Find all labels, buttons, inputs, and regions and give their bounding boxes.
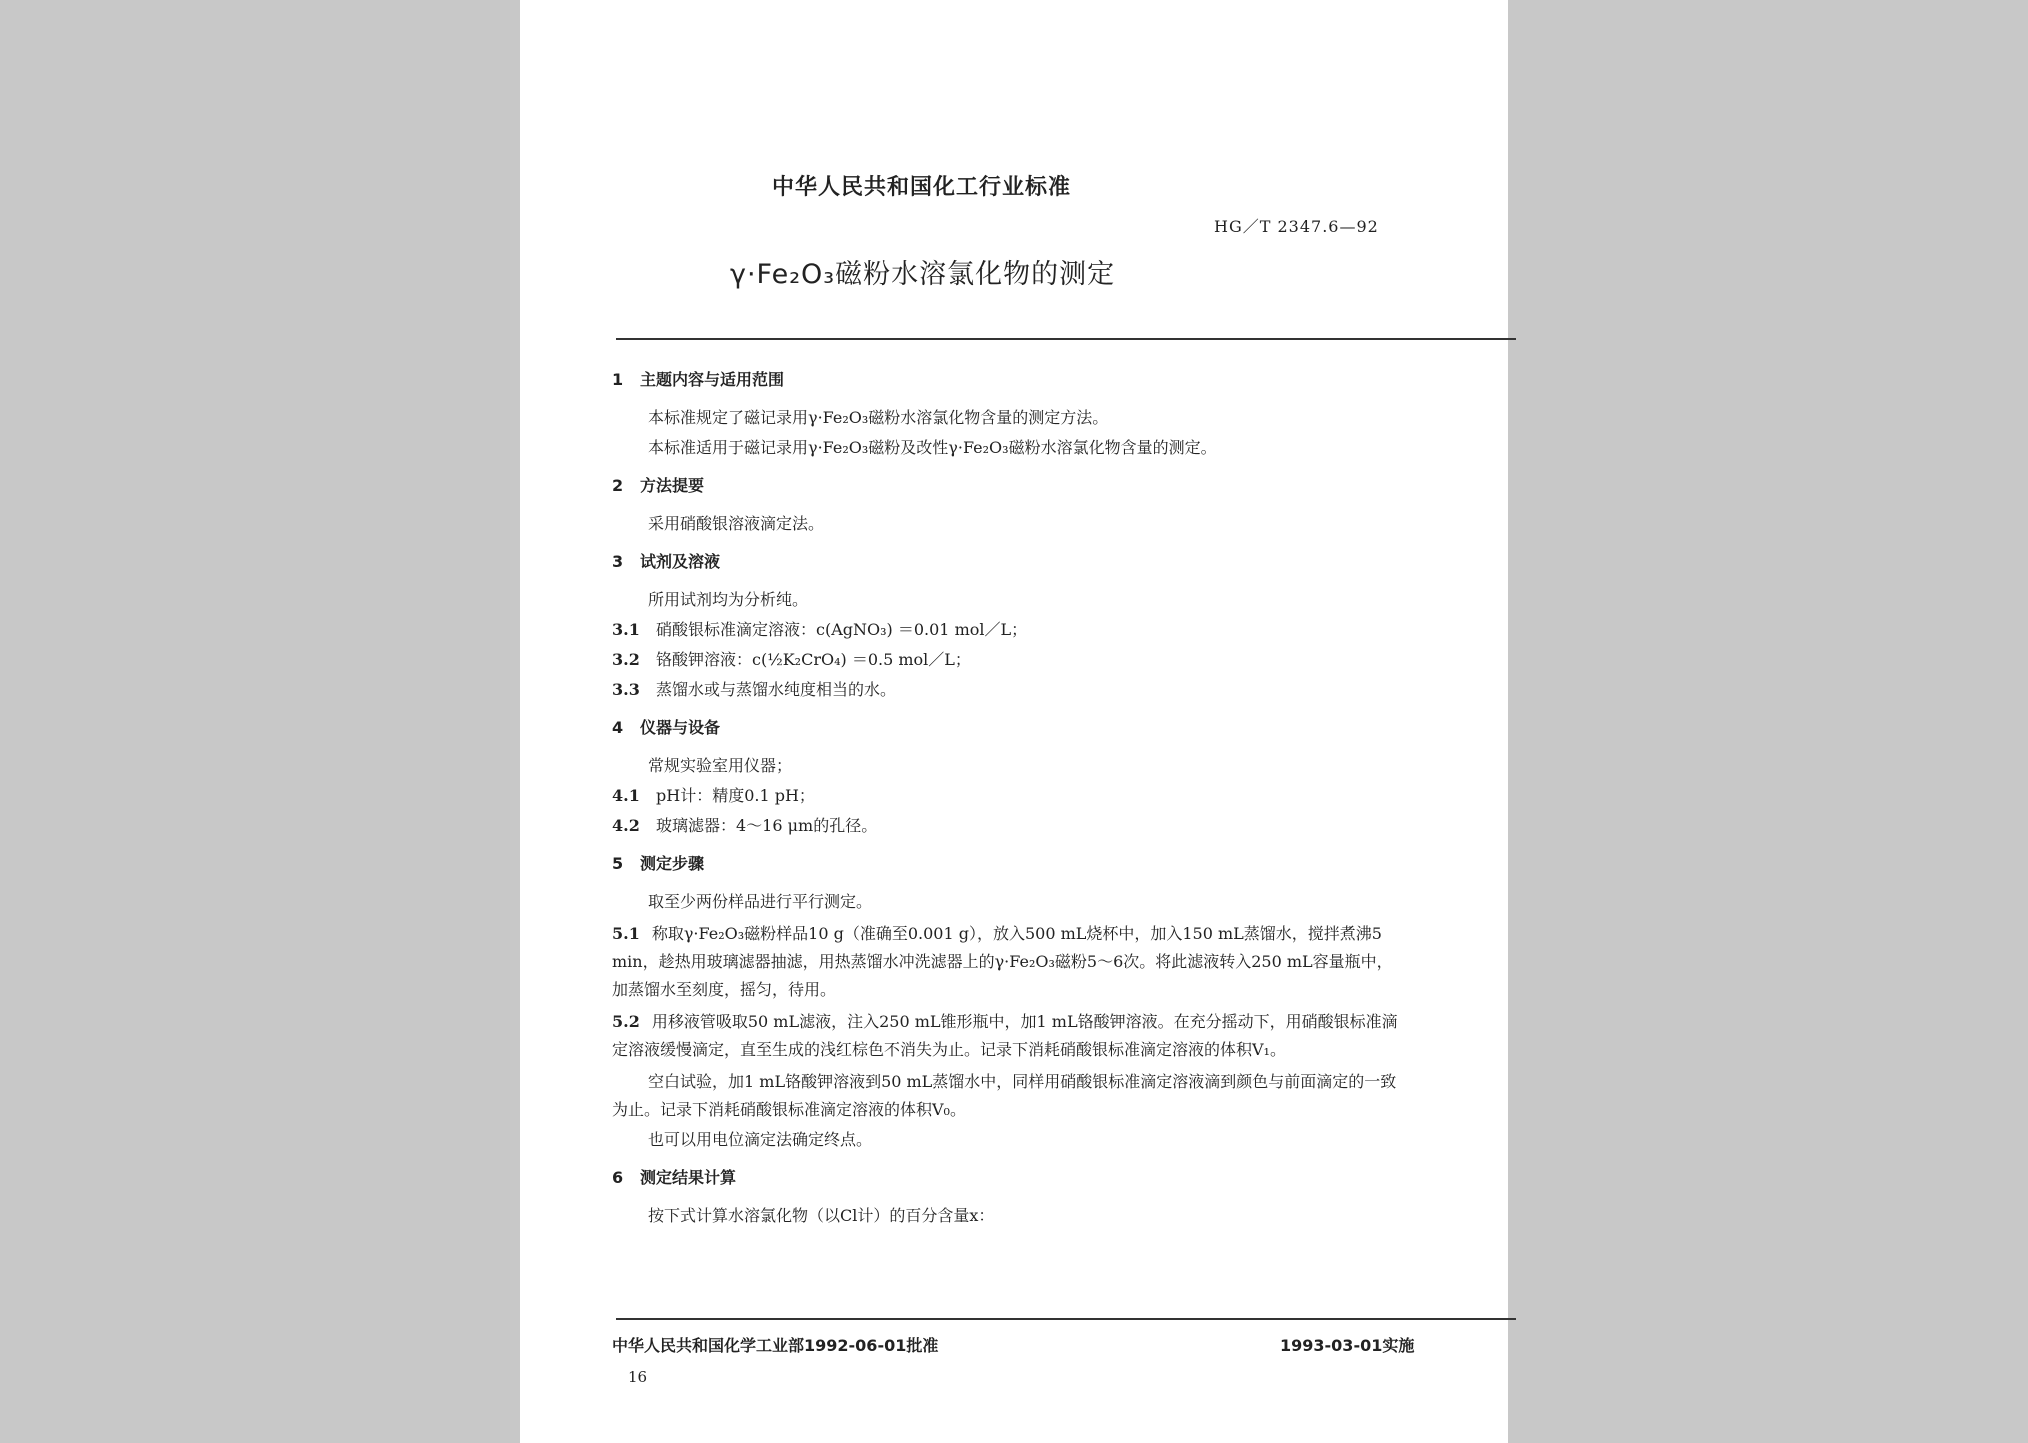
paragraph: 取至少两份样品进行平行测定。	[648, 892, 873, 911]
paragraph: 本标准规定了磁记录用γ·Fe₂O₃磁粉水溶氯化物含量的测定方法。	[648, 408, 1109, 427]
section-title: 主题内容与适用范围	[640, 370, 785, 389]
clause-number: 3.1	[612, 620, 640, 639]
paragraph: 常规实验室用仪器；	[648, 756, 793, 775]
standard-code: HG／T 2347.6—92	[1214, 217, 1379, 236]
clause-text: 铬酸钾溶液：c(½K₂CrO₄) ＝0.5 mol／L；	[656, 650, 971, 669]
paragraph: 空白试验，加1 mL铬酸钾溶液到50 mL蒸馏水中，同样用硝酸银标准滴定溶液滴到颜色与前面滴定的一致为止。记录下消耗硝酸银标准滴定溶液的体积V₀。	[612, 1072, 1397, 1119]
clause-number: 5.2	[612, 1012, 640, 1031]
section-title: 测定步骤	[640, 854, 705, 873]
document-body	[612, 356, 1408, 1232]
section-number: 5	[612, 854, 624, 873]
clause-number: 3.3	[612, 680, 640, 699]
clause-text: 用移液管吸取50 mL滤液，注入250 mL锥形瓶中，加1 mL铬酸钾溶液。在充分摇动下，用硝酸银标准滴定溶液缓慢滴定，直至生成的浅红棕色不消失为止。记录下消耗硝酸银标准滴定溶液的体积V₁。	[612, 1012, 1398, 1059]
section-number: 3	[612, 552, 624, 571]
section-3-heading	[612, 548, 1408, 576]
clause-number: 4.1	[612, 786, 640, 805]
clause-number: 3.2	[612, 650, 640, 669]
page-number: 16	[628, 1368, 648, 1386]
clause-3-3	[612, 676, 1408, 704]
paragraph: 按下式计算水溶氯化物（以Cl计）的百分含量x：	[648, 1206, 995, 1225]
clause-text: 玻璃滤器：4～16 μm的孔径。	[656, 816, 878, 835]
clause-text: 硝酸银标准滴定溶液：c(AgNO₃) ＝0.01 mol／L；	[656, 620, 1028, 639]
section-1-heading	[612, 366, 1408, 394]
section-number: 6	[612, 1168, 624, 1187]
section-title: 方法提要	[640, 476, 705, 495]
clause-number: 5.1	[612, 924, 640, 943]
clause-3-1	[612, 616, 1408, 644]
clause-text: 称取γ·Fe₂O₃磁粉样品10 g（准确至0.001 g），放入500 mL烧杯中，加入150 mL蒸馏水，搅拌煮沸5 min，趁热用玻璃滤器抽滤，用热蒸馏水冲洗滤器上的γ·Fe₂O₃磁粉5～6次。将此滤液转入250 mL容量瓶中，加蒸馏水至刻度，摇匀，待用。	[612, 924, 1393, 999]
section-title: 仪器与设备	[640, 718, 721, 737]
bottom-divider	[616, 1318, 1516, 1320]
section-5-heading	[612, 850, 1408, 878]
clause-text: 蒸馏水或与蒸馏水纯度相当的水。	[656, 680, 897, 699]
clause-5-2	[612, 1008, 1408, 1064]
section-number: 4	[612, 718, 624, 737]
section-title: 测定结果计算	[640, 1168, 737, 1187]
section-number: 2	[612, 476, 624, 495]
document-page	[520, 0, 1508, 1443]
section-title: 试剂及溶液	[640, 552, 721, 571]
clause-4-2	[612, 812, 1408, 840]
section-number: 1	[612, 370, 624, 389]
document-title: γ·Fe₂O₃磁粉水溶氯化物的测定	[730, 259, 1116, 290]
paragraph: 采用硝酸银溶液滴定法。	[648, 514, 825, 533]
section-2-heading	[612, 472, 1408, 500]
clause-5-1	[612, 920, 1408, 1004]
standard-organization: 中华人民共和国化工行业标准	[772, 175, 1072, 200]
implementation-date: 1993-03-01实施	[1280, 1336, 1415, 1355]
clause-4-1	[612, 782, 1408, 810]
clause-number: 4.2	[612, 816, 640, 835]
paragraph: 本标准适用于磁记录用γ·Fe₂O₃磁粉及改性γ·Fe₂O₃磁粉水溶氯化物含量的测定。	[648, 438, 1217, 457]
approval-note: 中华人民共和国化学工业部1992-06-01批准	[612, 1336, 939, 1355]
section-4-heading	[612, 714, 1408, 742]
paragraph: 也可以用电位滴定法确定终点。	[648, 1130, 873, 1149]
paragraph: 所用试剂均为分析纯。	[648, 590, 809, 609]
section-6-heading	[612, 1164, 1408, 1192]
top-divider	[616, 338, 1516, 340]
clause-3-2	[612, 646, 1408, 674]
clause-text: pH计：精度0.1 pH；	[656, 786, 815, 805]
